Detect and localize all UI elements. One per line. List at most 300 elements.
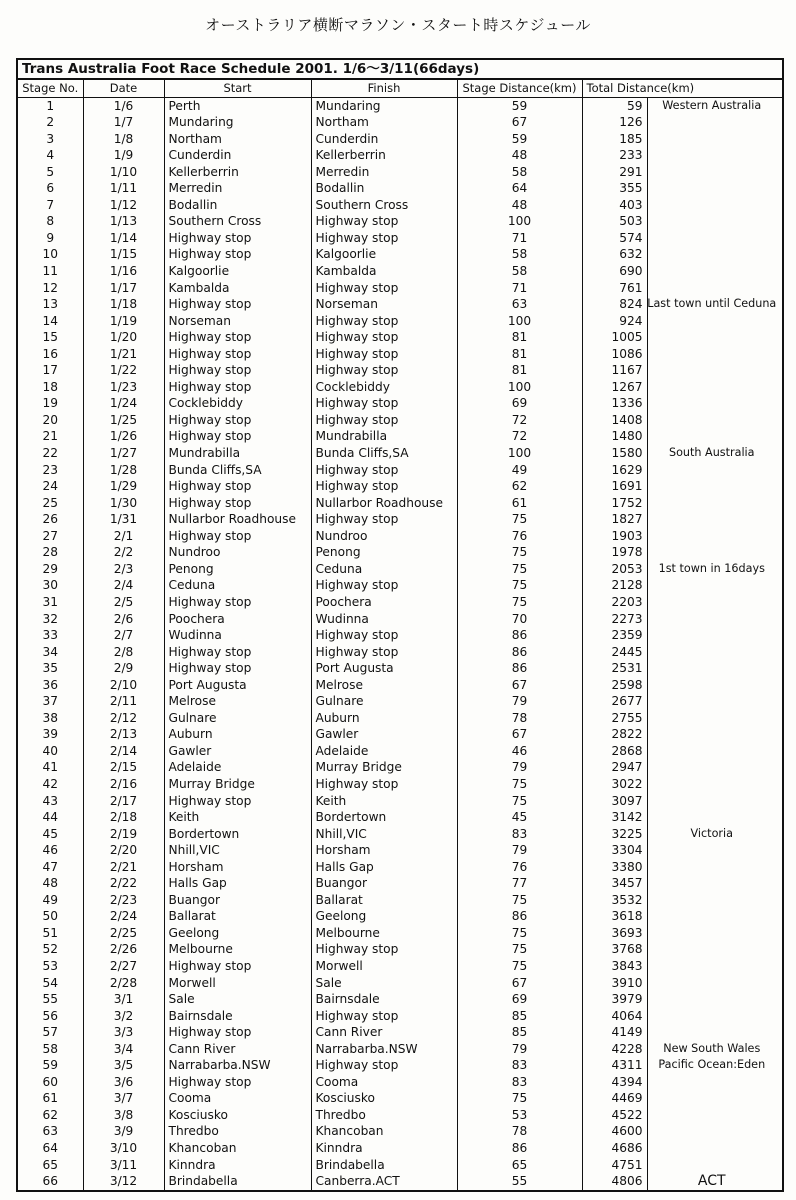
stage-distance-cell: 100	[457, 313, 582, 330]
table-row	[17, 743, 783, 760]
total-distance-cell: 4149	[582, 1024, 647, 1041]
table-row	[17, 677, 783, 694]
start-cell: Bordertown	[164, 826, 311, 843]
table-row	[17, 1140, 783, 1157]
total-distance-cell: 403	[582, 197, 647, 214]
table-row	[17, 875, 783, 892]
region-note	[647, 379, 783, 396]
stage-distance-cell: 48	[457, 147, 582, 164]
stage-distance-cell: 55	[457, 1173, 582, 1191]
stage-no-cell: 21	[17, 428, 83, 445]
table-row	[17, 478, 783, 495]
col-header-total-distance: Total Distance(km)	[582, 79, 783, 97]
table-row	[17, 1123, 783, 1140]
stage-distance-cell: 75	[457, 577, 582, 594]
total-distance-cell: 3843	[582, 958, 647, 975]
stage-no-cell: 6	[17, 180, 83, 197]
region-note	[647, 164, 783, 181]
finish-cell: Halls Gap	[311, 859, 457, 876]
total-distance-cell: 3693	[582, 925, 647, 942]
finish-cell: Highway stop	[311, 346, 457, 363]
region-note	[647, 346, 783, 363]
finish-cell: Highway stop	[311, 627, 457, 644]
date-cell: 3/12	[83, 1173, 164, 1191]
stage-distance-cell: 58	[457, 246, 582, 263]
stage-no-cell: 60	[17, 1074, 83, 1091]
start-cell: Highway stop	[164, 594, 311, 611]
stage-distance-cell: 62	[457, 478, 582, 495]
table-row	[17, 495, 783, 512]
date-cell: 2/9	[83, 660, 164, 677]
total-distance-cell: 574	[582, 230, 647, 247]
col-header-stage: Stage No.	[17, 79, 83, 97]
table-row	[17, 395, 783, 412]
stage-no-cell: 36	[17, 677, 83, 694]
stage-no-cell: 15	[17, 329, 83, 346]
start-cell: Highway stop	[164, 362, 311, 379]
start-cell: Geelong	[164, 925, 311, 942]
region-note	[647, 213, 783, 230]
date-cell: 1/26	[83, 428, 164, 445]
start-cell: Ceduna	[164, 577, 311, 594]
start-cell: Cooma	[164, 1090, 311, 1107]
finish-cell: Kosciusko	[311, 1090, 457, 1107]
stage-distance-cell: 75	[457, 892, 582, 909]
region-note	[647, 958, 783, 975]
start-cell: Wudinna	[164, 627, 311, 644]
start-cell: Nullarbor Roadhouse	[164, 511, 311, 528]
finish-cell: Geelong	[311, 908, 457, 925]
date-cell: 1/27	[83, 445, 164, 462]
start-cell: Cunderdin	[164, 147, 311, 164]
start-cell: Northam	[164, 131, 311, 148]
stage-no-cell: 23	[17, 462, 83, 479]
region-note	[647, 859, 783, 876]
date-cell: 3/9	[83, 1123, 164, 1140]
date-cell: 3/6	[83, 1074, 164, 1091]
col-header-stage-distance: Stage Distance(km)	[457, 79, 582, 97]
region-note	[647, 147, 783, 164]
date-cell: 2/6	[83, 611, 164, 628]
table-row	[17, 693, 783, 710]
finish-cell: Highway stop	[311, 1008, 457, 1025]
finish-cell: Kinndra	[311, 1140, 457, 1157]
total-distance-cell: 2359	[582, 627, 647, 644]
finish-cell: Merredin	[311, 164, 457, 181]
total-distance-cell: 761	[582, 280, 647, 297]
stage-distance-cell: 59	[457, 97, 582, 114]
finish-cell: Highway stop	[311, 362, 457, 379]
table-row	[17, 428, 783, 445]
finish-cell: Highway stop	[311, 577, 457, 594]
date-cell: 1/24	[83, 395, 164, 412]
start-cell: Halls Gap	[164, 875, 311, 892]
region-note	[647, 577, 783, 594]
finish-cell: Cocklebiddy	[311, 379, 457, 396]
start-cell: Highway stop	[164, 230, 311, 247]
start-cell: Kellerberrin	[164, 164, 311, 181]
start-cell: Highway stop	[164, 478, 311, 495]
stage-distance-cell: 75	[457, 793, 582, 810]
total-distance-cell: 3532	[582, 892, 647, 909]
total-distance-cell: 4228	[582, 1041, 647, 1058]
date-cell: 2/3	[83, 561, 164, 578]
region-note	[647, 809, 783, 826]
stage-no-cell: 35	[17, 660, 83, 677]
date-cell: 2/25	[83, 925, 164, 942]
table-row	[17, 941, 783, 958]
finish-cell: Highway stop	[311, 941, 457, 958]
region-note	[647, 528, 783, 545]
table-row	[17, 346, 783, 363]
stage-no-cell: 57	[17, 1024, 83, 1041]
total-distance-cell: 824	[582, 296, 647, 313]
total-distance-cell: 1086	[582, 346, 647, 363]
region-note-text: Western Australia	[662, 98, 762, 112]
finish-cell: Melrose	[311, 677, 457, 694]
date-cell: 3/4	[83, 1041, 164, 1058]
finish-cell: Nullarbor Roadhouse	[311, 495, 457, 512]
total-distance-cell: 1167	[582, 362, 647, 379]
finish-cell: Southern Cross	[311, 197, 457, 214]
date-cell: 1/8	[83, 131, 164, 148]
stage-no-cell: 20	[17, 412, 83, 429]
finish-cell: Poochera	[311, 594, 457, 611]
finish-cell: Canberra.ACT	[311, 1173, 457, 1191]
stage-distance-cell: 75	[457, 776, 582, 793]
start-cell: Bunda Cliffs,SA	[164, 462, 311, 479]
date-cell: 1/10	[83, 164, 164, 181]
finish-cell: Thredbo	[311, 1107, 457, 1124]
region-note-text: New South Wales	[663, 1041, 761, 1055]
stage-no-cell: 14	[17, 313, 83, 330]
start-cell: Southern Cross	[164, 213, 311, 230]
region-note	[647, 594, 783, 611]
start-cell: Mundaring	[164, 114, 311, 131]
region-note	[647, 1107, 783, 1124]
stage-no-cell: 62	[17, 1107, 83, 1124]
stage-distance-cell: 75	[457, 941, 582, 958]
region-note	[647, 1024, 783, 1041]
stage-no-cell: 47	[17, 859, 83, 876]
table-row	[17, 577, 783, 594]
stage-distance-cell: 53	[457, 1107, 582, 1124]
table-row	[17, 991, 783, 1008]
region-note	[647, 462, 783, 479]
total-distance-cell: 3097	[582, 793, 647, 810]
finish-cell: Khancoban	[311, 1123, 457, 1140]
date-cell: 1/14	[83, 230, 164, 247]
stage-no-cell: 30	[17, 577, 83, 594]
region-note	[647, 793, 783, 810]
finish-cell: Cooma	[311, 1074, 457, 1091]
finish-cell: Auburn	[311, 710, 457, 727]
stage-distance-cell: 79	[457, 1041, 582, 1058]
table-row	[17, 1157, 783, 1174]
stage-no-cell: 37	[17, 693, 83, 710]
stage-distance-cell: 58	[457, 263, 582, 280]
region-note	[647, 726, 783, 743]
start-cell: Highway stop	[164, 495, 311, 512]
total-distance-cell: 1629	[582, 462, 647, 479]
table-row	[17, 280, 783, 297]
finish-cell: Adelaide	[311, 743, 457, 760]
start-cell: Narrabarba.NSW	[164, 1057, 311, 1074]
stage-no-cell: 33	[17, 627, 83, 644]
start-cell: Highway stop	[164, 528, 311, 545]
finish-cell: Horsham	[311, 842, 457, 859]
date-cell: 1/25	[83, 412, 164, 429]
start-cell: Mundrabilla	[164, 445, 311, 462]
region-note	[647, 329, 783, 346]
stage-distance-cell: 83	[457, 1074, 582, 1091]
total-distance-cell: 1691	[582, 478, 647, 495]
stage-distance-cell: 81	[457, 362, 582, 379]
date-cell: 2/12	[83, 710, 164, 727]
start-cell: Khancoban	[164, 1140, 311, 1157]
region-note-text: Pacific Ocean:Eden	[658, 1058, 766, 1072]
date-cell: 2/8	[83, 644, 164, 661]
total-distance-cell: 2868	[582, 743, 647, 760]
start-cell: Ballarat	[164, 908, 311, 925]
region-note	[647, 892, 783, 909]
start-cell: Highway stop	[164, 412, 311, 429]
date-cell: 2/24	[83, 908, 164, 925]
table-row	[17, 1008, 783, 1025]
start-cell: Highway stop	[164, 246, 311, 263]
stage-no-cell: 64	[17, 1140, 83, 1157]
region-note	[647, 743, 783, 760]
stage-distance-cell: 86	[457, 908, 582, 925]
date-cell: 2/2	[83, 544, 164, 561]
stage-distance-cell: 70	[457, 611, 582, 628]
stage-no-cell: 31	[17, 594, 83, 611]
stage-no-cell: 29	[17, 561, 83, 578]
region-note	[647, 759, 783, 776]
table-row	[17, 313, 783, 330]
finish-cell: Bairnsdale	[311, 991, 457, 1008]
finish-cell: Sale	[311, 975, 457, 992]
table-row	[17, 776, 783, 793]
table-row	[17, 859, 783, 876]
total-distance-cell: 2445	[582, 644, 647, 661]
table-row	[17, 362, 783, 379]
stage-distance-cell: 83	[457, 826, 582, 843]
date-cell: 2/7	[83, 627, 164, 644]
stage-no-cell: 42	[17, 776, 83, 793]
total-distance-cell: 4600	[582, 1123, 647, 1140]
stage-no-cell: 32	[17, 611, 83, 628]
region-note	[647, 1173, 783, 1191]
region-note	[647, 1074, 783, 1091]
stage-no-cell: 65	[17, 1157, 83, 1174]
total-distance-cell: 1408	[582, 412, 647, 429]
start-cell: Brindabella	[164, 1173, 311, 1191]
stage-no-cell: 25	[17, 495, 83, 512]
stage-distance-cell: 86	[457, 644, 582, 661]
finish-cell: Kalgoorlie	[311, 246, 457, 263]
date-cell: 1/18	[83, 296, 164, 313]
table-row	[17, 197, 783, 214]
date-cell: 1/7	[83, 114, 164, 131]
total-distance-cell: 3142	[582, 809, 647, 826]
start-cell: Gulnare	[164, 710, 311, 727]
region-note	[647, 826, 783, 843]
finish-cell: Kellerberrin	[311, 147, 457, 164]
total-distance-cell: 291	[582, 164, 647, 181]
stage-no-cell: 66	[17, 1173, 83, 1191]
table-row	[17, 180, 783, 197]
stage-distance-cell: 78	[457, 710, 582, 727]
date-cell: 2/13	[83, 726, 164, 743]
region-note	[647, 1090, 783, 1107]
table-row	[17, 329, 783, 346]
region-note	[647, 445, 783, 462]
stage-no-cell: 44	[17, 809, 83, 826]
start-cell: Perth	[164, 97, 311, 114]
region-note	[647, 710, 783, 727]
stage-no-cell: 26	[17, 511, 83, 528]
table-row	[17, 644, 783, 661]
table-row	[17, 594, 783, 611]
table-title: Trans Australia Foot Race Schedule 2001. 1/6～3/11(66days)	[17, 59, 783, 79]
region-note	[647, 197, 783, 214]
finish-cell: Highway stop	[311, 329, 457, 346]
date-cell: 2/21	[83, 859, 164, 876]
stage-distance-cell: 76	[457, 528, 582, 545]
date-cell: 3/11	[83, 1157, 164, 1174]
page-heading: オーストラリア横断マラソン・スタート時スケジュール	[205, 16, 591, 34]
stage-distance-cell: 67	[457, 114, 582, 131]
stage-distance-cell: 75	[457, 511, 582, 528]
date-cell: 1/6	[83, 97, 164, 114]
total-distance-cell: 126	[582, 114, 647, 131]
region-note-text: South Australia	[668, 446, 755, 460]
region-note	[647, 1041, 783, 1058]
stage-no-cell: 7	[17, 197, 83, 214]
total-distance-cell: 2947	[582, 759, 647, 776]
total-distance-cell: 1336	[582, 395, 647, 412]
region-note	[647, 428, 783, 445]
stage-no-cell: 17	[17, 362, 83, 379]
stage-distance-cell: 72	[457, 428, 582, 445]
col-header-finish: Finish	[311, 79, 457, 97]
finish-cell: Highway stop	[311, 478, 457, 495]
total-distance-cell: 4064	[582, 1008, 647, 1025]
start-cell: Bairnsdale	[164, 1008, 311, 1025]
stage-distance-cell: 86	[457, 627, 582, 644]
region-note	[647, 1123, 783, 1140]
total-distance-cell: 4806	[582, 1173, 647, 1191]
region-note	[647, 908, 783, 925]
start-cell: Highway stop	[164, 660, 311, 677]
stage-no-cell: 54	[17, 975, 83, 992]
date-cell: 3/8	[83, 1107, 164, 1124]
date-cell: 1/30	[83, 495, 164, 512]
total-distance-cell: 3910	[582, 975, 647, 992]
table-row	[17, 97, 783, 114]
date-cell: 2/18	[83, 809, 164, 826]
total-distance-cell: 4522	[582, 1107, 647, 1124]
col-header-date: Date	[83, 79, 164, 97]
table-row	[17, 842, 783, 859]
table-row	[17, 726, 783, 743]
table-row	[17, 1173, 783, 1191]
start-cell: Thredbo	[164, 1123, 311, 1140]
date-cell: 1/12	[83, 197, 164, 214]
total-distance-cell: 1005	[582, 329, 647, 346]
total-distance-cell: 3022	[582, 776, 647, 793]
table-row	[17, 213, 783, 230]
stage-distance-cell: 69	[457, 991, 582, 1008]
total-distance-cell: 233	[582, 147, 647, 164]
date-cell: 1/29	[83, 478, 164, 495]
finish-cell: Ceduna	[311, 561, 457, 578]
region-note	[647, 611, 783, 628]
date-cell: 1/23	[83, 379, 164, 396]
stage-no-cell: 51	[17, 925, 83, 942]
finish-cell: Highway stop	[311, 511, 457, 528]
finish-cell: Highway stop	[311, 462, 457, 479]
schedule-table	[16, 58, 784, 1192]
stage-distance-cell: 75	[457, 544, 582, 561]
start-cell: Kosciusko	[164, 1107, 311, 1124]
stage-distance-cell: 79	[457, 693, 582, 710]
total-distance-cell: 3768	[582, 941, 647, 958]
date-cell: 3/7	[83, 1090, 164, 1107]
finish-cell: Bodallin	[311, 180, 457, 197]
table-row	[17, 809, 783, 826]
finish-cell: Highway stop	[311, 776, 457, 793]
date-cell: 2/27	[83, 958, 164, 975]
table-row	[17, 660, 783, 677]
table-row	[17, 975, 783, 992]
region-note	[647, 627, 783, 644]
start-cell: Melrose	[164, 693, 311, 710]
table-row	[17, 1107, 783, 1124]
table-row	[17, 627, 783, 644]
stage-no-cell: 46	[17, 842, 83, 859]
start-cell: Highway stop	[164, 793, 311, 810]
total-distance-cell: 3979	[582, 991, 647, 1008]
date-cell: 1/22	[83, 362, 164, 379]
date-cell: 1/19	[83, 313, 164, 330]
region-note	[647, 660, 783, 677]
total-distance-cell: 1827	[582, 511, 647, 528]
stage-distance-cell: 100	[457, 445, 582, 462]
total-distance-cell: 690	[582, 263, 647, 280]
region-note	[647, 561, 783, 578]
date-cell: 3/1	[83, 991, 164, 1008]
region-note-text: Victoria	[690, 826, 733, 840]
total-distance-cell: 3457	[582, 875, 647, 892]
region-note	[647, 991, 783, 1008]
region-note	[647, 230, 783, 247]
start-cell: Nundroo	[164, 544, 311, 561]
table-row	[17, 379, 783, 396]
stage-no-cell: 3	[17, 131, 83, 148]
stage-distance-cell: 67	[457, 677, 582, 694]
start-cell: Kinndra	[164, 1157, 311, 1174]
total-distance-cell: 1480	[582, 428, 647, 445]
date-cell: 1/31	[83, 511, 164, 528]
total-distance-cell: 4394	[582, 1074, 647, 1091]
table-row	[17, 114, 783, 131]
region-note	[647, 975, 783, 992]
date-cell: 2/22	[83, 875, 164, 892]
table-row	[17, 131, 783, 148]
stage-distance-cell: 76	[457, 859, 582, 876]
